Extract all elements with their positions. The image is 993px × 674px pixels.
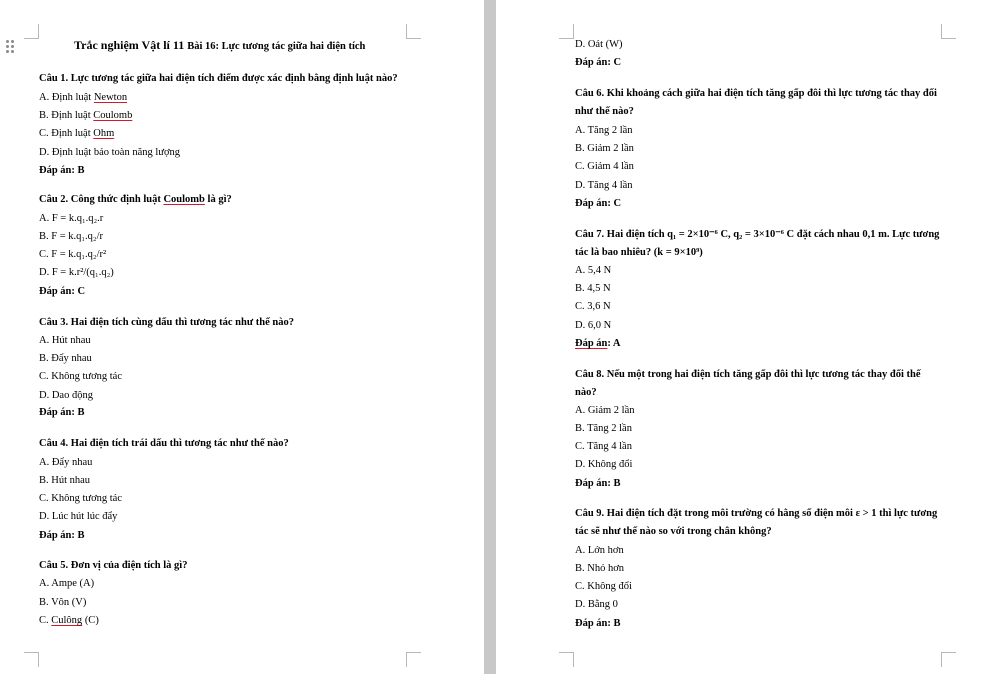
q8-option-d: D. Không đổi xyxy=(575,459,633,470)
q5-option-b: B. Vôn (V) xyxy=(39,597,87,608)
margin-corner-top-right xyxy=(406,24,421,39)
q3-option-a: A. Hút nhau xyxy=(39,335,91,346)
margin-corner-top-left xyxy=(24,24,39,39)
q5-option-d: D. Oát (W) xyxy=(575,39,623,50)
question-8-line-2: nào? xyxy=(575,387,597,398)
q2-option-a: A. F = k.q₁.q₂.r xyxy=(39,213,104,224)
question-3: Câu 3. Hai điện tích cùng dấu thì tương tác như thế nào? xyxy=(39,317,294,328)
q8-option-b: B. Tăng 2 lần xyxy=(575,423,632,434)
q3-option-d: D. Dao động xyxy=(39,390,93,401)
document-page-right xyxy=(496,0,993,674)
q3-option-c: C. Không tương tác xyxy=(39,371,122,382)
q1-answer: Đáp án: B xyxy=(39,165,85,176)
question-6-line-2: như thế nào? xyxy=(575,106,634,117)
spell-flag-newton: Newton xyxy=(93,92,128,103)
margin-corner-bottom-right xyxy=(406,652,421,667)
spell-flag-coulomb: Coulomb xyxy=(93,110,133,121)
q2-option-c: C. F = k.q₁.q₂/r² xyxy=(39,249,107,260)
document-title xyxy=(74,39,365,53)
q6-answer: Đáp án: C xyxy=(575,198,622,209)
question-1: Câu 1. Lực tương tác giữa hai điện tích điểm được xác định bằng định luật nào? xyxy=(39,73,398,84)
q9-option-a: A. Lớn hơn xyxy=(575,545,624,556)
q7-answer: Đáp án: A xyxy=(575,338,621,349)
q6-option-b: B. Giảm 2 lần xyxy=(575,143,634,154)
margin-corner-bottom-right xyxy=(941,652,956,667)
spell-flag-dap-an: Đáp án xyxy=(575,338,608,349)
margin-corner-bottom-left xyxy=(24,652,39,667)
question-9-line-1: Câu 9. Hai điện tích đặt trong môi trường có hằng số điện môi ε > 1 thì lực tương xyxy=(575,508,938,519)
title-sub: Bài 16: Lực tương tác giữa hai điện tích xyxy=(187,41,366,52)
q3-answer: Đáp án: B xyxy=(39,407,85,418)
question-7-line-1: Câu 7. Hai điện tích q₁ = 2×10⁻⁶ C, q₂ = 3×10⁻⁶ C đặt cách nhau 0,1 m. Lực tương xyxy=(575,229,940,240)
q4-answer: Đáp án: B xyxy=(39,530,85,541)
title-main: Trắc nghiệm Vật lí 11 xyxy=(74,38,185,52)
q2-option-b: B. F = k.q₁.q₂/r xyxy=(39,231,103,242)
q9-option-c: C. Không đổi xyxy=(575,581,632,592)
q6-option-c: C. Giảm 4 lần xyxy=(575,161,634,172)
margin-corner-bottom-left xyxy=(559,652,574,667)
q9-answer: Đáp án: B xyxy=(575,618,621,629)
q1-option-d: D. Định luật bảo toàn năng lượng xyxy=(39,147,181,158)
q1-option-b: B. Định luật Coulomb xyxy=(39,110,133,121)
q7-option-a: A. 5,4 N xyxy=(575,265,612,276)
q4-option-b: B. Hút nhau xyxy=(39,475,91,486)
q4-option-a: A. Đẩy nhau xyxy=(39,457,93,468)
q1-option-c: C. Định luật Ohm xyxy=(39,128,115,139)
q8-option-a: A. Giảm 2 lần xyxy=(575,405,635,416)
q6-option-d: D. Tăng 4 lần xyxy=(575,180,633,191)
move-handle-icon[interactable] xyxy=(6,40,16,54)
q6-option-a: A. Tăng 2 lần xyxy=(575,125,633,136)
question-2: Câu 2. Công thức định luật Coulomb là gì? xyxy=(39,194,232,205)
q2-answer: Đáp án: C xyxy=(39,286,86,297)
q7-option-c: C. 3,6 N xyxy=(575,301,611,312)
q7-option-d: D. 6,0 N xyxy=(575,320,612,331)
q5-option-a: A. Ampe (A) xyxy=(39,578,95,589)
q9-option-d: D. Bằng 0 xyxy=(575,599,618,610)
q5-answer: Đáp án: C xyxy=(575,57,622,68)
margin-corner-top-left xyxy=(559,24,574,39)
question-4: Câu 4. Hai điện tích trái dấu thì tương tác như thế nào? xyxy=(39,438,289,449)
q1-option-a: A. Định luật Newton xyxy=(39,92,128,103)
spell-flag-culong: Culông xyxy=(51,615,83,626)
document-page-left xyxy=(0,0,484,674)
question-7-line-2: tác là bao nhiêu? (k = 9×10⁹) xyxy=(575,247,703,258)
q9-option-b: B. Nhỏ hơn xyxy=(575,563,625,574)
q7-option-b: B. 4,5 N xyxy=(575,283,611,294)
question-8-line-1: Câu 8. Nếu một trong hai điện tích tăng gấp đôi thì lực tương tác thay đổi thế xyxy=(575,369,921,380)
q4-option-d: D. Lúc hút lúc đẩy xyxy=(39,511,118,522)
spell-flag-ohm: Ohm xyxy=(93,128,115,139)
q3-option-b: B. Đẩy nhau xyxy=(39,353,92,364)
q2-option-d: D. F = k.r²/(q₁.q₂) xyxy=(39,267,114,278)
q4-option-c: C. Không tương tác xyxy=(39,493,122,504)
q8-answer: Đáp án: B xyxy=(575,478,621,489)
question-9-line-2: tác sẽ như thế nào so với trong chân không? xyxy=(575,526,772,537)
question-5: Câu 5. Đơn vị của điện tích là gì? xyxy=(39,560,188,571)
margin-corner-top-right xyxy=(941,24,956,39)
question-6-line-1: Câu 6. Khi khoảng cách giữa hai điện tích tăng gấp đôi thì lực tương tác thay đổi xyxy=(575,88,937,99)
spell-flag-coulomb-2: Coulomb xyxy=(163,194,205,205)
q8-option-c: C. Tăng 4 lần xyxy=(575,441,632,452)
page-gutter xyxy=(484,0,496,674)
q5-option-c: C. Culông (C) xyxy=(39,615,99,626)
